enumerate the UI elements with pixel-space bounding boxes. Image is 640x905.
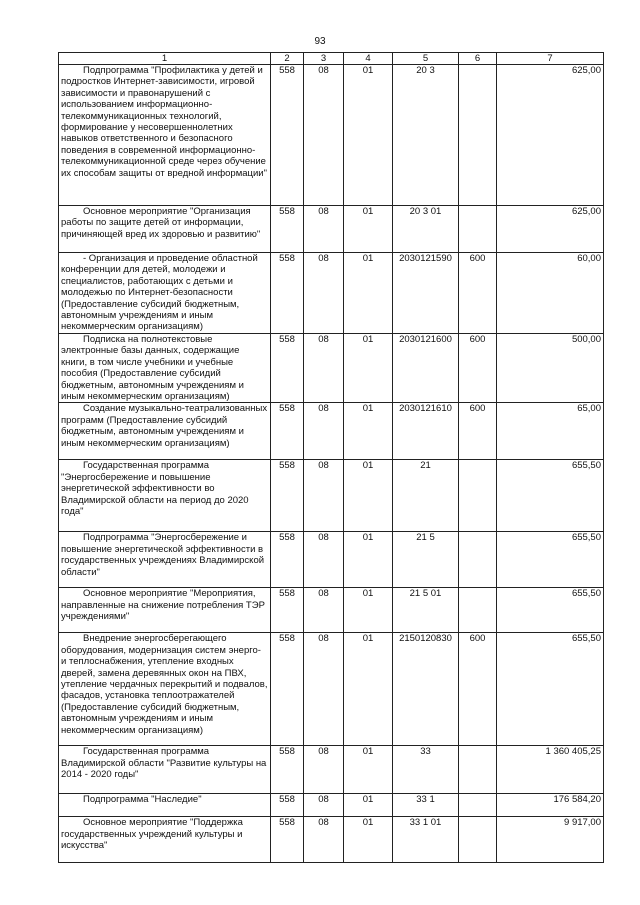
row-code-4: 01: [344, 334, 393, 403]
row-code-6: [459, 65, 497, 206]
row-code-5: 21 5: [393, 532, 459, 588]
table-row: [59, 794, 604, 817]
row-code-4: 01: [344, 532, 393, 588]
row-name-cell: [59, 794, 271, 817]
row-code-2: 558: [271, 633, 304, 746]
row-code-3: 08: [304, 588, 344, 633]
header-col-4: 4: [344, 53, 393, 65]
table-row: [59, 206, 604, 253]
page-number: 93: [314, 36, 326, 47]
row-name-cell: [59, 253, 271, 334]
row-code-6: [459, 460, 497, 532]
table-row: [59, 403, 604, 460]
row-code-2: 558: [271, 460, 304, 532]
row-code-5: 33: [393, 746, 459, 794]
header-col-7: 7: [497, 53, 604, 65]
row-code-2: 558: [271, 334, 304, 403]
row-name-cell: [59, 206, 271, 253]
row-code-6: [459, 794, 497, 817]
table-row: [59, 588, 604, 633]
row-name-cell: [59, 403, 271, 460]
row-code-4: 01: [344, 65, 393, 206]
table-row: [59, 817, 604, 863]
row-code-5: 33 1 01: [393, 817, 459, 863]
row-amount: 655,50: [497, 460, 604, 532]
row-amount: 500,00: [497, 334, 604, 403]
row-code-6: 600: [459, 253, 497, 334]
row-code-5: 2030121610: [393, 403, 459, 460]
row-name: Подписка на полнотекстовые электронные базы данных, содержащие книги, в том числе учебники и учебные пособия (Предоставление субсидий бюджетным, автономным учреждениям и иным некоммерческим организациям): [61, 334, 244, 403]
row-amount: 655,50: [497, 532, 604, 588]
row-code-5: 33 1: [393, 794, 459, 817]
table-row: [59, 532, 604, 588]
row-code-2: 558: [271, 253, 304, 334]
row-name: Подпрограмма "Профилактика у детей и подростков Интернет-зависимости, игровой зависимости и правонарушений с использованием информационно-телекоммуникационных технологий, формирование у несовершеннолетних навыков ответственного и безопасного поведения в современной информационно-телекоммуникационной среде через обучение их способам защиты от вредной информации": [61, 65, 267, 179]
row-code-6: 600: [459, 334, 497, 403]
table-row: [59, 334, 604, 403]
row-code-5: 21 5 01: [393, 588, 459, 633]
row-code-3: 08: [304, 334, 344, 403]
row-name-cell: [59, 588, 271, 633]
row-code-3: 08: [304, 403, 344, 460]
row-amount: 655,50: [497, 588, 604, 633]
row-code-6: 600: [459, 633, 497, 746]
row-name: Подпрограмма "Наследие": [83, 794, 202, 806]
row-amount: 65,00: [497, 403, 604, 460]
row-amount: 60,00: [497, 253, 604, 334]
row-code-3: 08: [304, 817, 344, 863]
row-code-2: 558: [271, 817, 304, 863]
row-code-3: 08: [304, 460, 344, 532]
header-col-2: 2: [271, 53, 304, 65]
row-code-3: 08: [304, 532, 344, 588]
row-code-4: 01: [344, 206, 393, 253]
budget-table: [58, 52, 604, 863]
row-code-2: 558: [271, 403, 304, 460]
row-code-3: 08: [304, 746, 344, 794]
row-code-6: [459, 532, 497, 588]
row-code-3: 08: [304, 206, 344, 253]
row-code-2: 558: [271, 532, 304, 588]
row-code-2: 558: [271, 206, 304, 253]
row-code-6: [459, 746, 497, 794]
header-col-5: 5: [393, 53, 459, 65]
row-amount: 9 917,00: [497, 817, 604, 863]
row-code-5: 2030121600: [393, 334, 459, 403]
row-amount: 176 584,20: [497, 794, 604, 817]
row-code-4: 01: [344, 794, 393, 817]
row-name-cell: [59, 746, 271, 794]
row-code-6: [459, 206, 497, 253]
table-row: [59, 746, 604, 794]
row-name: - Организация и проведение областной конференции для детей, молодежи и специалистов, работающих с детьми и молодежью по Интернет-безопасности (Предоставление субсидий бюджетным, автономным учреждениям и иным некоммерческим организациям): [61, 253, 258, 333]
row-code-4: 01: [344, 460, 393, 532]
row-code-3: 08: [304, 794, 344, 817]
row-code-4: 01: [344, 588, 393, 633]
row-name: Государственная программа "Энергосбережение и повышение энергетической эффективности во Владимирской области на период до 2020 года": [61, 460, 249, 518]
row-name: Основное мероприятие "Организация работы по защите детей от информации, причиняющей вред их здоровью и развитию": [61, 206, 261, 240]
row-name-cell: [59, 532, 271, 588]
table-row: [59, 460, 604, 532]
row-code-4: 01: [344, 817, 393, 863]
row-code-5: 20 3 01: [393, 206, 459, 253]
row-name-cell: [59, 817, 271, 863]
row-code-2: 558: [271, 588, 304, 633]
row-name: Основное мероприятие "Мероприятия, направленные на снижение потребления ТЭР учреждениями": [61, 588, 265, 623]
row-code-5: 2030121590: [393, 253, 459, 334]
row-code-3: 08: [304, 633, 344, 746]
row-name: Государственная программа Владимирской области "Развитие культуры на 2014 - 2020 годы": [61, 746, 267, 781]
row-code-4: 01: [344, 253, 393, 334]
row-name-cell: [59, 334, 271, 403]
row-code-3: 08: [304, 65, 344, 206]
row-code-6: [459, 588, 497, 633]
table-row: [59, 65, 604, 206]
row-name-cell: [59, 460, 271, 532]
header-col-1: 1: [59, 53, 271, 65]
table-row: [59, 253, 604, 334]
header-row: [59, 53, 604, 65]
row-code-4: 01: [344, 633, 393, 746]
row-amount: 1 360 405,25: [497, 746, 604, 794]
row-code-6: [459, 817, 497, 863]
row-amount: 625,00: [497, 206, 604, 253]
row-name: Основное мероприятие "Поддержка государственных учреждений культуры и искусства": [61, 817, 243, 852]
header-col-6: 6: [459, 53, 497, 65]
row-name: Внедрение энергосберегающего оборудования, модернизация систем энерго- и теплоснабжения, утепление входных дверей, замена деревянных окон на ПВХ, утепление чердачных перекрытий и подвалов, фасадов, установка теплоотражателей (Предоставление субсидий бюджетным, автономным учреждениям и иным некоммерческим организациям): [61, 633, 268, 736]
row-name: Подпрограмма "Энергосбережение и повышение энергетической эффективности в государственных учреждениях Владимирской области": [61, 532, 265, 578]
row-code-5: 21: [393, 460, 459, 532]
row-code-5: 2150120830: [393, 633, 459, 746]
row-amount: 655,50: [497, 633, 604, 746]
row-code-4: 01: [344, 403, 393, 460]
row-code-6: 600: [459, 403, 497, 460]
row-code-5: 20 3: [393, 65, 459, 206]
row-code-2: 558: [271, 794, 304, 817]
row-code-2: 558: [271, 65, 304, 206]
row-name-cell: [59, 633, 271, 746]
table-row: [59, 633, 604, 746]
row-amount: 625,00: [497, 65, 604, 206]
header-col-3: 3: [304, 53, 344, 65]
row-code-2: 558: [271, 746, 304, 794]
row-code-3: 08: [304, 253, 344, 334]
row-name-cell: [59, 65, 271, 206]
row-name: Создание музыкально-театрализованных программ (Предоставление субсидий бюджетным, автономным учреждениям и иным некоммерческим организациям): [61, 403, 268, 449]
row-code-4: 01: [344, 746, 393, 794]
